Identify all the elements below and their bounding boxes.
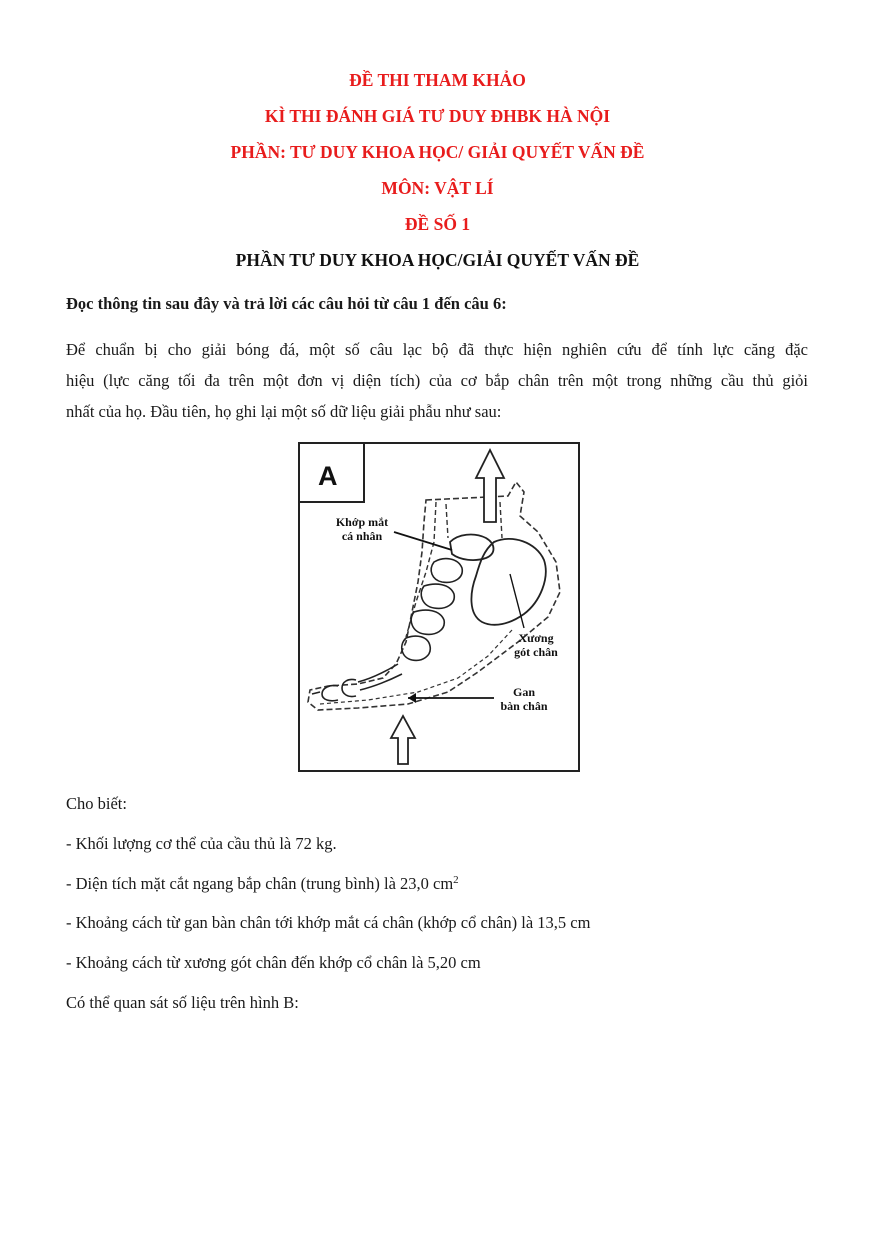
foot-anatomy-figure <box>298 442 580 772</box>
label-joint-line2: cá nhân <box>341 529 383 543</box>
heading-exam-number: ĐỀ SỐ 1 <box>404 214 471 234</box>
given-item-sole-distance: - Khoảng cách từ gan bàn chân tới khớp mắt cá chân (khớp cổ chân) là 13,5 cm <box>66 913 591 932</box>
heading-exam-type: ĐỀ THI THAM KHẢO <box>349 70 526 90</box>
instruction-text: Đọc thông tin sau đây và trả lời các câu hỏi từ câu 1 đến câu 6: <box>66 294 507 313</box>
label-sole-line1: Gan <box>512 685 536 699</box>
label-heel-line2: gót chân <box>514 645 558 659</box>
exam-headings <box>0 70 875 286</box>
paragraph-line: nhất của họ. Đầu tiên, họ ghi lại một số dữ liệu giải phẫu như sau: <box>66 402 502 421</box>
label-sole-line2: bàn chân <box>500 699 548 713</box>
given-item-heel-distance: - Khoảng cách từ xương gót chân đến khớp cổ chân là 5,20 cm <box>66 953 481 972</box>
given-item-area-exponent: 2 <box>453 874 459 886</box>
paragraph-line: hiệu (lực căng tối đa trên một đơn vị diện tích) của cơ bắp chân trên một trong những cầu thủ giỏi <box>66 371 808 390</box>
heading-exam-part: PHẦN: TƯ DUY KHOA HỌC/ GIẢI QUYẾT VẤN ĐỀ <box>230 142 645 162</box>
figure-frame <box>299 443 579 771</box>
intro-paragraph <box>66 334 808 427</box>
closing-text: Có thể quan sát số liệu trên hình B: <box>66 993 299 1012</box>
given-title: Cho biết: <box>66 794 127 813</box>
heading-subject: MÔN: VẬT LÍ <box>381 178 494 198</box>
section-title: PHẦN TƯ DUY KHOA HỌC/GIẢI QUYẾT VẤN ĐỀ <box>235 250 640 270</box>
heading-exam-name: KÌ THI ĐÁNH GIÁ TƯ DUY ĐHBK HÀ NỘI <box>264 106 611 126</box>
given-item-area <box>66 874 459 894</box>
given-item-area-text: - Diện tích mặt cắt ngang bắp chân (trung bình) là 23,0 cm <box>66 874 454 893</box>
paragraph-line: Để chuẩn bị cho giải bóng đá, một số câu lạc bộ đã thực hiện nghiên cứu để tính lực căng đặc <box>66 340 808 359</box>
given-item-mass: - Khối lượng cơ thể của cầu thủ là 72 kg. <box>66 834 337 853</box>
label-joint-line1: Khớp mắt <box>335 515 389 529</box>
panel-letter: A <box>318 461 338 491</box>
label-heel-line1: Xương <box>518 631 554 645</box>
